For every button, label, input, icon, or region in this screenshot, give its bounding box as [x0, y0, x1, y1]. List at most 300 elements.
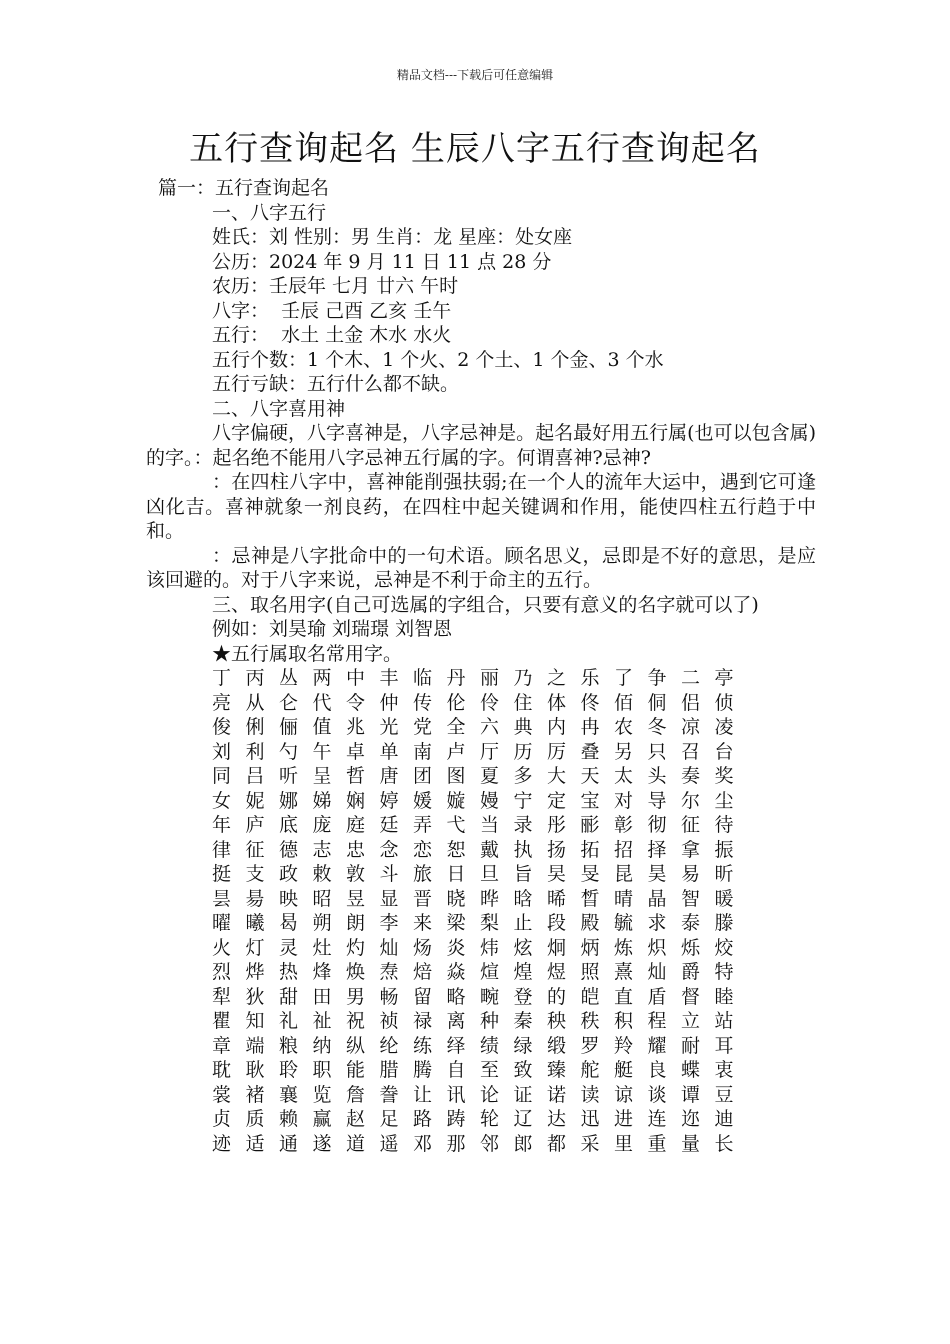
character-cell: 耀 [647, 1034, 667, 1057]
character-cell: 纶 [379, 1034, 399, 1057]
character-cell: 滕 [714, 912, 734, 934]
character-cell: 卓 [346, 740, 366, 763]
character-cell: 离 [446, 1010, 466, 1032]
character-cell: 六 [480, 716, 500, 738]
character-cell: 卢 [446, 740, 466, 763]
character-cell: 之 [547, 667, 567, 689]
character-cell: 甜 [279, 985, 299, 1008]
page-header: 精品文档---下载后可任意编辑 [396, 68, 554, 82]
character-cell: 拓 [580, 838, 600, 861]
character-cell: 秦 [513, 1010, 533, 1032]
character-cell: 积 [614, 1010, 634, 1032]
character-cell: 炳 [580, 936, 600, 959]
character-cell: 住 [513, 691, 533, 714]
character-cell: 彨 [580, 814, 600, 836]
character-cell: 弄 [413, 814, 433, 836]
character-cell: 俪 [279, 716, 299, 738]
character-cell: 立 [681, 1010, 701, 1032]
character-cell: 厅 [480, 740, 500, 763]
character-cell: 争 [647, 667, 667, 689]
character-cell: 志 [312, 838, 332, 861]
character-row [212, 887, 816, 912]
character-row [212, 1009, 816, 1034]
character-cell: 听 [279, 765, 299, 787]
character-cell: 绎 [446, 1034, 466, 1057]
character-cell: 灿 [379, 936, 399, 959]
character-cell: 中 [346, 667, 366, 689]
character-cell: 年 [212, 814, 232, 836]
character-cell: 畅 [379, 985, 399, 1008]
character-cell: 宝 [580, 789, 600, 812]
character-cell: 俊 [212, 716, 232, 738]
character-cell: 秧 [547, 1010, 567, 1032]
character-grid [212, 666, 816, 1156]
character-cell: 誊 [379, 1083, 399, 1106]
character-cell: 达 [547, 1108, 567, 1130]
character-cell: 詹 [346, 1083, 366, 1106]
character-cell: 奖 [714, 765, 734, 787]
character-cell: 知 [245, 1010, 265, 1032]
character-row [212, 936, 816, 961]
character-cell: 赢 [312, 1108, 332, 1130]
character-cell: 光 [379, 716, 399, 738]
info-line-lack: 五行亏缺：五行什么都不缺。 [212, 373, 460, 395]
character-cell: 挺 [212, 863, 232, 885]
character-cell: 致 [513, 1059, 533, 1081]
character-cell: 太 [614, 765, 634, 787]
character-cell: 路 [413, 1108, 433, 1130]
character-cell: 缎 [547, 1034, 567, 1057]
character-cell: 盾 [647, 985, 667, 1008]
character-cell: 量 [681, 1132, 701, 1155]
character-cell: 衷 [714, 1059, 734, 1081]
character-cell: 赖 [279, 1108, 299, 1130]
character-cell: 乐 [580, 667, 600, 689]
character-cell: 农 [614, 716, 634, 738]
character-cell: 斗 [379, 863, 399, 885]
character-cell: 传 [413, 691, 433, 714]
character-cell: 豆 [714, 1083, 734, 1106]
character-row [212, 789, 816, 814]
character-row [212, 1083, 816, 1108]
character-cell: 昙 [212, 887, 232, 910]
character-row [212, 1132, 816, 1157]
character-cell: 廷 [379, 814, 399, 836]
character-cell: 来 [413, 912, 433, 934]
character-cell: 敕 [312, 863, 332, 885]
character-cell: 郎 [513, 1132, 533, 1155]
character-cell: 谈 [647, 1083, 667, 1106]
character-cell: 彰 [614, 814, 634, 836]
character-cell: 大 [547, 765, 567, 787]
character-cell: 章 [212, 1034, 232, 1057]
character-cell: 晶 [647, 887, 667, 910]
character-cell: 忠 [346, 838, 366, 861]
character-cell: 体 [547, 691, 567, 714]
character-cell: 能 [346, 1059, 366, 1081]
character-cell: 泰 [681, 912, 701, 934]
character-cell: 昱 [346, 887, 366, 910]
info-line-bazi: 八字： 壬辰 己酉 乙亥 壬午 [212, 299, 452, 322]
character-cell: 值 [312, 716, 332, 738]
character-cell: 昆 [614, 863, 634, 885]
character-cell: 晋 [413, 887, 433, 910]
subheading-naming: 三、取名用字(自己可选属的字组合，只要有意义的名字就可以了) [212, 593, 759, 616]
character-row [212, 1107, 816, 1132]
character-cell: 娴 [346, 789, 366, 812]
character-cell: 只 [647, 740, 667, 763]
character-cell: 弋 [446, 814, 466, 836]
character-cell: 纵 [346, 1034, 366, 1057]
character-cell: 恋 [413, 838, 433, 861]
character-cell: 晓 [446, 887, 466, 910]
character-cell: 腊 [379, 1059, 399, 1081]
character-cell: 礼 [279, 1010, 299, 1032]
character-cell: 征 [245, 838, 265, 861]
character-cell: 征 [681, 814, 701, 836]
character-cell: 午 [312, 740, 332, 763]
character-cell: 拿 [681, 838, 701, 861]
character-cell: 旲 [547, 863, 567, 885]
character-cell: 晴 [614, 887, 634, 910]
character-cell: 求 [647, 912, 667, 934]
character-cell: 站 [714, 1010, 734, 1032]
character-cell: 典 [513, 716, 533, 738]
character-cell: 念 [379, 838, 399, 861]
character-cell: 犁 [212, 985, 232, 1008]
character-cell: 男 [346, 985, 366, 1008]
character-row [212, 862, 816, 887]
character-cell: 多 [513, 765, 533, 787]
character-cell: 耐 [681, 1034, 701, 1057]
character-cell: 贞 [212, 1108, 232, 1130]
character-cell: 党 [413, 716, 433, 738]
character-cell: 李 [379, 912, 399, 934]
character-cell: 旅 [413, 863, 433, 885]
character-cell: 灶 [312, 936, 332, 959]
character-cell: 台 [714, 740, 734, 763]
character-cell: 狄 [245, 985, 265, 1008]
character-cell: 智 [681, 887, 701, 910]
character-cell: 煜 [547, 961, 567, 983]
character-cell: 耿 [245, 1059, 265, 1081]
character-cell: 敦 [346, 863, 366, 885]
character-cell: 遂 [312, 1132, 332, 1155]
character-cell: 炀 [413, 936, 433, 959]
character-cell: 臻 [547, 1059, 567, 1081]
character-cell: 当 [480, 814, 500, 836]
character-cell: 直 [614, 985, 634, 1008]
character-cell: 良 [647, 1059, 667, 1081]
character-cell: 至 [480, 1059, 500, 1081]
character-cell: 夏 [480, 765, 500, 787]
character-cell: 职 [312, 1059, 332, 1081]
character-cell: 易 [681, 863, 701, 885]
character-cell: 足 [379, 1108, 399, 1130]
character-cell: 烈 [212, 961, 232, 983]
subheading-xiyongshen: 二、八字喜用神 [212, 397, 346, 420]
character-cell: 曷 [279, 912, 299, 934]
character-cell: 耽 [212, 1059, 232, 1081]
character-cell: 宁 [513, 789, 533, 812]
character-cell: 定 [547, 789, 567, 812]
character-cell: 煌 [513, 961, 533, 983]
character-cell: 裳 [212, 1083, 232, 1106]
character-row [212, 1034, 816, 1059]
info-line-solar: 公历：2024 年 9 月 11 日 11 点 28 分 [212, 250, 552, 273]
character-cell: 丹 [446, 667, 466, 689]
character-cell: 连 [647, 1108, 667, 1130]
character-cell: 奏 [681, 765, 701, 787]
star-line: ★五行属取名常用字。 [212, 642, 403, 665]
character-cell: 同 [212, 765, 232, 787]
character-cell: 禄 [413, 1010, 433, 1032]
character-cell: 婷 [379, 789, 399, 812]
character-cell: 让 [413, 1083, 433, 1106]
character-cell: 丙 [245, 667, 265, 689]
character-cell: 灼 [346, 936, 366, 959]
character-cell: 了 [614, 667, 634, 689]
character-cell: 焘 [379, 961, 399, 983]
character-cell: 侦 [714, 691, 734, 714]
character-cell: 适 [245, 1132, 265, 1155]
character-cell: 全 [446, 716, 466, 738]
character-cell: 显 [379, 887, 399, 910]
character-cell: 彤 [547, 814, 567, 836]
character-cell: 田 [312, 985, 332, 1008]
character-cell: 凉 [681, 716, 701, 738]
character-cell: 皑 [580, 985, 600, 1008]
character-cell: 嫙 [446, 789, 466, 812]
character-cell: 都 [547, 1132, 567, 1155]
character-cell: 冬 [647, 716, 667, 738]
character-cell: 侗 [647, 691, 667, 714]
character-cell: 旨 [513, 863, 533, 885]
character-cell: 照 [580, 961, 600, 983]
character-cell: 振 [714, 838, 734, 861]
character-cell: 邻 [480, 1132, 500, 1155]
character-cell: 烽 [312, 961, 332, 983]
character-cell: 旦 [480, 863, 500, 885]
info-line-lunar: 农历：壬辰年 七月 廿六 午时 [212, 275, 459, 297]
character-cell: 另 [614, 740, 634, 763]
character-cell: 绩 [480, 1034, 500, 1057]
character-cell: 择 [647, 838, 667, 861]
character-cell: 唐 [379, 765, 399, 787]
character-cell: 映 [279, 887, 299, 910]
character-cell: 程 [647, 1010, 667, 1032]
character-row [212, 985, 816, 1010]
paragraph-jishen: ：忌神是八字批命中的一句术语。顾名思义，忌即是不好的意思，是应该回避的。对于八字来说，忌神是不利于命主的五行。 [146, 544, 816, 591]
character-cell: 长 [714, 1132, 734, 1155]
character-cell: 丰 [379, 667, 399, 689]
character-cell: 庐 [245, 814, 265, 836]
character-cell: 二 [681, 667, 701, 689]
character-row [212, 740, 816, 765]
character-cell: 令 [346, 691, 366, 714]
character-cell: 进 [614, 1108, 634, 1130]
character-cell: 娣 [312, 789, 332, 812]
character-cell: 爵 [681, 961, 701, 983]
character-cell: 佟 [580, 691, 600, 714]
character-cell: 暖 [714, 887, 734, 910]
character-cell: 炽 [647, 936, 667, 959]
character-cell: 亭 [714, 667, 734, 689]
character-cell: 待 [714, 814, 734, 836]
character-row [212, 911, 816, 936]
character-cell: 曜 [212, 912, 232, 934]
document-body [146, 176, 816, 1156]
character-cell: 妮 [245, 789, 265, 812]
character-cell: 祉 [312, 1010, 332, 1032]
character-cell: 晞 [547, 887, 567, 910]
character-cell: 通 [279, 1132, 299, 1155]
character-cell: 迩 [681, 1108, 701, 1130]
character-cell: 自 [446, 1059, 466, 1081]
character-cell: 临 [413, 667, 433, 689]
character-cell: 质 [245, 1108, 265, 1130]
character-cell: 哲 [346, 765, 366, 787]
character-cell: 炯 [547, 936, 567, 959]
character-cell: 烄 [714, 936, 734, 959]
character-cell: 读 [580, 1083, 600, 1106]
character-cell: 政 [279, 863, 299, 885]
character-cell: 娜 [279, 789, 299, 812]
character-cell: 梁 [446, 912, 466, 934]
character-cell: 证 [513, 1083, 533, 1106]
character-cell: 日 [446, 863, 466, 885]
character-cell: 览 [312, 1083, 332, 1106]
character-cell: 俐 [245, 716, 265, 738]
character-cell: 留 [413, 985, 433, 1008]
character-cell: 丛 [279, 667, 299, 689]
character-cell: 导 [647, 789, 667, 812]
character-cell: 采 [580, 1132, 600, 1155]
character-cell: 纳 [312, 1034, 332, 1057]
character-cell: 晗 [513, 887, 533, 910]
character-cell: 襄 [279, 1083, 299, 1106]
character-cell: 佰 [614, 691, 634, 714]
character-row [212, 764, 816, 789]
character-cell: 庭 [346, 814, 366, 836]
character-cell: 凌 [714, 716, 734, 738]
character-cell: 戴 [480, 838, 500, 861]
character-cell: 晳 [580, 887, 600, 910]
section-heading: 篇一：五行查询起名 [158, 177, 330, 199]
character-cell: 伶 [480, 691, 500, 714]
character-cell: 女 [212, 789, 232, 812]
character-row [212, 1058, 816, 1083]
character-cell: 支 [245, 863, 265, 885]
character-cell: 赵 [346, 1108, 366, 1130]
character-cell: 兆 [346, 716, 366, 738]
character-cell: 踌 [446, 1108, 466, 1130]
character-cell: 羚 [614, 1034, 634, 1057]
character-cell: 头 [647, 765, 667, 787]
character-cell: 从 [245, 691, 265, 714]
character-cell: 烨 [245, 961, 265, 983]
character-cell: 梨 [480, 912, 500, 934]
character-cell: 录 [513, 814, 533, 836]
character-cell: 遥 [379, 1132, 399, 1155]
character-cell: 粮 [279, 1034, 299, 1057]
character-cell: 恕 [446, 838, 466, 861]
character-row [212, 666, 816, 691]
character-cell: 亮 [212, 691, 232, 714]
character-cell: 熹 [614, 961, 634, 983]
character-cell: 种 [480, 1010, 500, 1032]
character-cell: 火 [212, 936, 232, 959]
character-cell: 代 [312, 691, 332, 714]
character-row [212, 838, 816, 863]
character-cell: 重 [647, 1132, 667, 1155]
document-title: 五行查询起名 生辰八字五行查询起名 [189, 129, 761, 169]
character-cell: 天 [580, 765, 600, 787]
subheading-bazi-wuxing: 一、八字五行 [212, 201, 327, 224]
character-cell: 炼 [614, 936, 634, 959]
character-cell: 毓 [614, 912, 634, 934]
character-cell: 练 [413, 1034, 433, 1057]
character-cell: 艇 [614, 1059, 634, 1081]
character-cell: 炜 [480, 936, 500, 959]
character-cell: 勺 [279, 740, 299, 763]
character-cell: 德 [279, 838, 299, 861]
character-cell: 迅 [580, 1108, 600, 1130]
character-cell: 刘 [212, 740, 232, 763]
character-cell: 督 [681, 985, 701, 1008]
character-cell: 殿 [580, 912, 600, 934]
character-cell: 仑 [279, 691, 299, 714]
character-cell: 尔 [681, 789, 701, 812]
character-cell: 辽 [513, 1108, 533, 1130]
character-cell: 略 [446, 985, 466, 1008]
character-cell: 罗 [580, 1034, 600, 1057]
character-cell: 彻 [647, 814, 667, 836]
character-cell: 嫚 [480, 789, 500, 812]
character-cell: 焱 [446, 961, 466, 983]
character-cell: 讯 [446, 1083, 466, 1106]
character-cell: 叠 [580, 740, 600, 763]
character-row [212, 715, 816, 740]
character-cell: 两 [312, 667, 332, 689]
character-cell: 团 [413, 765, 433, 787]
character-cell: 扬 [547, 838, 567, 861]
character-cell: 内 [547, 716, 567, 738]
character-cell: 舵 [580, 1059, 600, 1081]
character-cell: 煊 [480, 961, 500, 983]
character-cell: 侣 [681, 691, 701, 714]
character-cell: 冉 [580, 716, 600, 738]
character-cell: 南 [413, 740, 433, 763]
character-cell: 热 [279, 961, 299, 983]
character-cell: 祝 [346, 1010, 366, 1032]
character-cell: 晔 [480, 887, 500, 910]
info-line-count: 五行个数：1 个木、1 个火、2 个土、1 个金、3 个水 [212, 348, 664, 371]
character-cell: 褚 [245, 1083, 265, 1106]
character-cell: 绿 [513, 1034, 533, 1057]
character-cell: 灵 [279, 936, 299, 959]
character-cell: 利 [245, 740, 265, 763]
character-cell: 媛 [413, 789, 433, 812]
character-cell: 呈 [312, 765, 332, 787]
character-cell: 睦 [714, 985, 734, 1008]
character-cell: 厉 [547, 740, 567, 763]
character-cell: 端 [245, 1034, 265, 1057]
character-cell: 腾 [413, 1059, 433, 1081]
character-cell: 段 [547, 912, 567, 934]
character-cell: 图 [446, 765, 466, 787]
character-cell: 昭 [312, 887, 332, 910]
